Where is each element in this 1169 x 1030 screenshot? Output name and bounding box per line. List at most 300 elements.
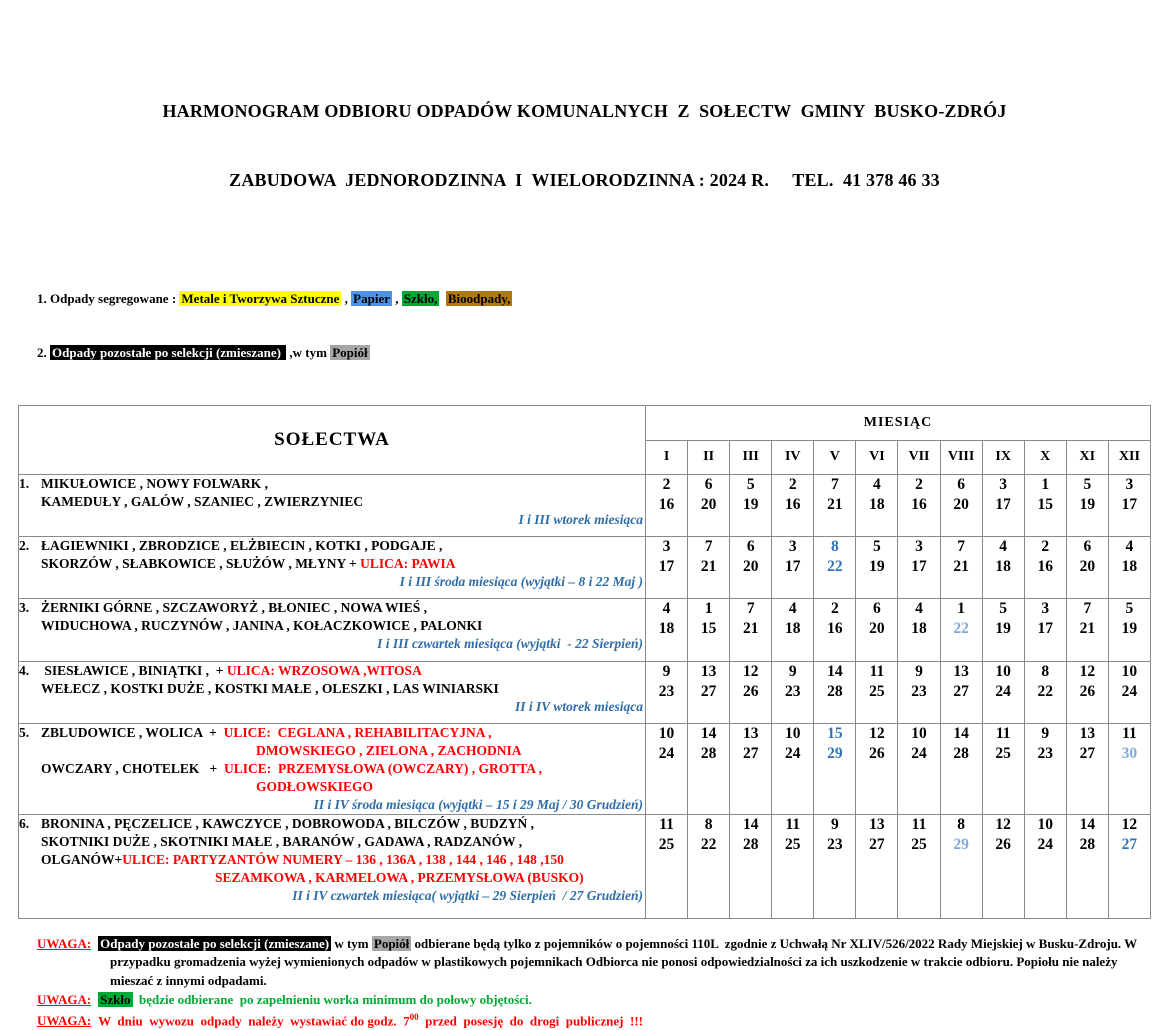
- date-cell: [730, 536, 772, 598]
- village-list: SKOTNIKI DUŻE , SKOTNIKI MAŁE , BARANÓW , GADAWA , RADZANÓW ,: [41, 833, 523, 849]
- date-cell: [814, 723, 856, 814]
- date-first: 7: [746, 599, 755, 617]
- document-title: [0, 0, 1169, 238]
- date-first: 5: [999, 599, 1008, 617]
- date-cell: [940, 474, 982, 536]
- date-first: 12: [1079, 662, 1096, 680]
- date-first: 3: [915, 537, 923, 555]
- description-line: [19, 599, 645, 617]
- date-cell: [772, 814, 814, 918]
- date-first: 7: [1083, 599, 1092, 617]
- date-second: 16: [827, 620, 843, 638]
- date-cell: [772, 661, 814, 723]
- date-second: 16: [911, 496, 927, 514]
- date-second: 25: [995, 745, 1011, 763]
- date-cell: [646, 598, 688, 661]
- date-first: 11: [785, 815, 801, 833]
- date-second: 20: [953, 496, 969, 514]
- row-number: 3.: [19, 599, 30, 615]
- date-second: 26: [1079, 683, 1096, 701]
- village-list: BRONINA , PĘCZELICE , KAWCZYCE , DOBROWODA , BILCZÓW , BUDZYŃ ,: [41, 815, 534, 831]
- month-header-IV: IV: [772, 440, 814, 474]
- date-first: 12: [869, 724, 885, 742]
- date-second: 20: [869, 620, 885, 638]
- uwaga-note-3: [37, 1011, 1145, 1030]
- date-first: 6: [1083, 537, 1092, 555]
- date-first: 8: [1041, 662, 1050, 680]
- date-first: 11: [659, 815, 674, 833]
- row-number: 1.: [19, 475, 30, 491]
- date-first: 4: [662, 599, 671, 617]
- village-list: WEŁECZ , KOSTKI DUŻE , KOSTKI MAŁE , OLESZKI , LAS WINIARSKI: [41, 680, 499, 696]
- date-first: 4: [999, 537, 1008, 555]
- footer-notes: [37, 935, 1145, 1030]
- date-first: 9: [788, 662, 797, 680]
- date-cell: [688, 598, 730, 661]
- schedule-note: I i III czwartek miesiąca (wyjątki - 22 Sierpień): [377, 635, 643, 651]
- date-second: 17: [1037, 620, 1053, 638]
- note-text: W dniu wywozu odpady należy wystawiać do godz. 7: [98, 1012, 410, 1028]
- date-cell: [1024, 661, 1066, 723]
- date-first: 13: [700, 662, 717, 680]
- legend-separator: [439, 291, 446, 306]
- village-list: ŻERNIKI GÓRNE , SZCZAWORYŻ , BŁONIEC , NOWA WIEŚ ,: [41, 599, 427, 615]
- date-second: 18: [785, 620, 801, 638]
- schedule-note: II i IV czwartek miesiąca( wyjątki – 29 Sierpień / 27 Grudzień): [292, 887, 643, 903]
- header-solectwa: SOŁECTWA: [19, 405, 646, 474]
- description-line: [19, 617, 645, 635]
- legend-item-mixed: [37, 344, 1169, 362]
- date-cell: [982, 814, 1024, 918]
- date-second: 19: [869, 558, 885, 576]
- date-first: 6: [957, 475, 965, 493]
- date-cell: [772, 474, 814, 536]
- legend-item-1-number: 1.: [37, 290, 47, 306]
- date-cell: [1024, 536, 1066, 598]
- date-cell: [1108, 598, 1150, 661]
- date-cell: [856, 598, 898, 661]
- date-first: 7: [830, 475, 839, 493]
- date-cell: [688, 474, 730, 536]
- row-number: 2.: [19, 537, 30, 553]
- date-second: 28: [827, 683, 843, 701]
- table-row: [19, 536, 1151, 598]
- description-line: [19, 815, 645, 833]
- date-second: 28: [953, 745, 969, 763]
- date-second: 23: [658, 683, 675, 701]
- date-cell: [982, 536, 1024, 598]
- date-second: 27: [700, 683, 717, 701]
- date-second: 21: [827, 496, 843, 514]
- schedule-note: I i III środa miesiąca (wyjątki – 8 i 22 Maj ): [399, 573, 643, 589]
- date-second: 20: [1079, 558, 1096, 576]
- date-first: 6: [873, 599, 881, 617]
- date-cell: [898, 661, 940, 723]
- date-cell: [940, 536, 982, 598]
- note-text: w tym: [331, 935, 372, 951]
- date-second: 17: [911, 558, 927, 576]
- legend-item-2-number: 2.: [37, 345, 47, 361]
- date-second: 16: [658, 496, 675, 514]
- date-first: 2: [1041, 537, 1050, 555]
- date-second: 15: [1037, 496, 1053, 514]
- date-first: 5: [1125, 599, 1134, 617]
- village-list: SKORZÓW , SŁABKOWICE , SŁUŻÓW , MŁYNY +: [41, 555, 361, 571]
- date-second: 19: [995, 620, 1011, 638]
- title-line-1: HARMONOGRAM ODBIORU ODPADÓW KOMUNALNYCH Z SOŁECTW GMINY BUSKO-ZDRÓJ: [162, 101, 1007, 122]
- date-cell: [940, 814, 982, 918]
- date-cell: [730, 598, 772, 661]
- date-first: 3: [662, 537, 671, 555]
- date-second: 29: [827, 745, 843, 763]
- date-first: 10: [1037, 815, 1053, 833]
- date-first: 11: [1122, 724, 1137, 742]
- date-second: 23: [827, 836, 843, 854]
- date-second: 21: [953, 558, 969, 576]
- uwaga-note-2: [37, 991, 1145, 1009]
- header-row-top: [19, 405, 1151, 440]
- date-second: 24: [911, 745, 927, 763]
- date-cell: [1108, 474, 1150, 536]
- date-second: 28: [742, 836, 759, 854]
- date-second: 18: [658, 620, 675, 638]
- tag-metale-tworzywa: Metale i Tworzywa Sztuczne: [181, 290, 340, 306]
- village-list: OWCZARY , CHOTELEK +: [41, 760, 224, 776]
- date-cell: [646, 474, 688, 536]
- date-second: 23: [785, 683, 801, 701]
- tag-szklo: Szkło,: [403, 290, 438, 306]
- date-second: 24: [1121, 683, 1138, 701]
- table-row: [19, 474, 1151, 536]
- uwaga-note-1: [37, 935, 1145, 990]
- date-cell: [646, 814, 688, 918]
- date-second: 17: [785, 558, 801, 576]
- date-second: 23: [911, 683, 927, 701]
- month-header-XI: XI: [1066, 440, 1108, 474]
- date-cell: [1066, 723, 1108, 814]
- date-cell: [688, 536, 730, 598]
- date-first: 13: [1079, 724, 1096, 742]
- date-cell: [814, 814, 856, 918]
- date-second: 26: [869, 745, 885, 763]
- date-first: 7: [957, 537, 965, 555]
- date-second: 27: [1079, 745, 1096, 763]
- date-first: 8: [704, 815, 713, 833]
- description-line: [19, 662, 645, 680]
- date-first: 12: [995, 815, 1011, 833]
- date-cell: [856, 661, 898, 723]
- month-header-V: V: [814, 440, 856, 474]
- date-first: 9: [1041, 724, 1050, 742]
- date-cell: [898, 723, 940, 814]
- date-cell: [898, 814, 940, 918]
- date-cell: [1108, 814, 1150, 918]
- uwaga-label: UWAGA:: [37, 1012, 92, 1028]
- date-first: 7: [704, 537, 713, 555]
- row-number: 4.: [19, 662, 30, 678]
- description-line: [19, 760, 645, 778]
- table-row: [19, 661, 1151, 723]
- date-cell: [814, 661, 856, 723]
- date-cell: [772, 723, 814, 814]
- tag-popiol: Popiół: [373, 935, 410, 951]
- date-second: 18: [911, 620, 927, 638]
- month-header-I: I: [646, 440, 688, 474]
- date-first: 5: [1083, 475, 1092, 493]
- tag-bioodpady: Bioodpady,: [447, 290, 511, 306]
- date-cell: [1024, 474, 1066, 536]
- description-line: [19, 680, 645, 698]
- date-cell: [1024, 814, 1066, 918]
- date-second: 20: [742, 558, 759, 576]
- date-cell: [940, 598, 982, 661]
- date-first: 14: [827, 662, 843, 680]
- superscript-hour: 00: [409, 1011, 419, 1022]
- date-cell: [814, 474, 856, 536]
- month-header-XII: XII: [1108, 440, 1150, 474]
- date-first: 3: [788, 537, 797, 555]
- street-list: ULICA: WRZOSOWA ,WITOSA: [226, 662, 422, 678]
- date-second: 26: [995, 836, 1011, 854]
- date-second: 18: [869, 496, 885, 514]
- legend-separator: ,: [391, 290, 402, 306]
- date-second: 16: [1037, 558, 1053, 576]
- row-description: [19, 723, 646, 814]
- note-text: będzie odbierane po zapełnieniu worka minimum do połowy objętości.: [132, 992, 532, 1008]
- date-second: 24: [785, 745, 801, 763]
- date-cell: [646, 723, 688, 814]
- date-cell: [1108, 536, 1150, 598]
- tag-szklo: Szkło: [100, 992, 131, 1008]
- date-second: 18: [995, 558, 1011, 576]
- date-cell: [730, 474, 772, 536]
- date-cell: [940, 723, 982, 814]
- date-cell: [1066, 661, 1108, 723]
- month-header-VIII: VIII: [940, 440, 982, 474]
- date-second: 16: [785, 496, 801, 514]
- date-first: 12: [742, 662, 759, 680]
- date-first: 4: [1125, 537, 1134, 555]
- row-number: 6.: [19, 815, 30, 831]
- schedule-note: II i IV środa miesiąca (wyjątki – 15 i 29 Maj / 30 Grudzień): [313, 796, 643, 812]
- village-list: OLGANÓW+: [41, 851, 123, 867]
- month-header-III: III: [730, 440, 772, 474]
- date-cell: [688, 723, 730, 814]
- table-row: [19, 814, 1151, 918]
- date-second: 22: [1037, 683, 1053, 701]
- month-header-X: X: [1024, 440, 1066, 474]
- row-description: [19, 536, 646, 598]
- date-second: 19: [1079, 496, 1096, 514]
- description-line: [19, 537, 645, 555]
- uwaga-label: UWAGA:: [37, 992, 92, 1008]
- date-first: 9: [830, 815, 839, 833]
- date-second: 19: [742, 496, 759, 514]
- description-line: [19, 724, 645, 742]
- date-second: 27: [1121, 836, 1138, 854]
- date-first: 2: [662, 475, 671, 493]
- date-first: 6: [746, 537, 755, 555]
- street-list: GODŁOWSKIEGO: [256, 778, 374, 794]
- schedule-note: I i III wtorek miesiąca: [518, 511, 643, 527]
- note-text: przed posesję do drogi publicznej !!!: [418, 1012, 643, 1028]
- street-list: ULICA: PAWIA: [360, 555, 456, 571]
- date-first: 1: [1041, 475, 1050, 493]
- date-cell: [898, 598, 940, 661]
- row-description: [19, 474, 646, 536]
- legend-item-segregated: [37, 290, 1169, 308]
- date-second: 20: [700, 496, 717, 514]
- date-first: 5: [746, 475, 755, 493]
- street-list: ULICE: PRZEMYSŁOWA (OWCZARY) , GROTTA ,: [224, 760, 543, 776]
- date-second: 28: [1079, 836, 1096, 854]
- date-second: 21: [742, 620, 759, 638]
- description-line: [19, 833, 645, 851]
- village-list: MIKUŁOWICE , NOWY FOLWARK ,: [41, 475, 269, 491]
- table-row: [19, 723, 1151, 814]
- date-first: 6: [704, 475, 713, 493]
- date-first: 4: [873, 475, 881, 493]
- date-cell: [646, 661, 688, 723]
- row-description: [19, 814, 646, 918]
- legend-separator: ,w tym: [286, 345, 331, 361]
- date-first: 10: [658, 724, 675, 742]
- title-line-2: ZABUDOWA JEDNORODZINNA I WIELORODZINNA : 2024 R. TEL. 41 378 46 33: [229, 170, 940, 191]
- date-cell: [898, 536, 940, 598]
- date-first: 4: [915, 599, 923, 617]
- date-cell: [1066, 474, 1108, 536]
- month-header-VII: VII: [898, 440, 940, 474]
- date-second: 15: [700, 620, 717, 638]
- date-second: 22: [953, 620, 969, 638]
- date-first: 12: [1121, 815, 1138, 833]
- date-second: 29: [953, 836, 969, 854]
- date-cell: [898, 474, 940, 536]
- date-cell: [982, 474, 1024, 536]
- date-first: 1: [704, 599, 713, 617]
- date-second: 25: [869, 683, 885, 701]
- date-cell: [772, 536, 814, 598]
- street-list: ULICE: PARTYZANTÓW NUMERY – 136 , 136A , 138 , 144 , 146 , 148 ,150: [122, 851, 564, 867]
- date-cell: [1066, 598, 1108, 661]
- date-cell: [1108, 723, 1150, 814]
- date-cell: [730, 661, 772, 723]
- description-line: [19, 555, 645, 573]
- date-second: 19: [1121, 620, 1138, 638]
- date-first: 11: [995, 724, 1011, 742]
- date-cell: [940, 661, 982, 723]
- date-first: 3: [1041, 599, 1050, 617]
- tag-popiol: Popiół: [332, 345, 368, 361]
- date-cell: [730, 723, 772, 814]
- header-miesiac: MIESIĄC: [646, 405, 1151, 440]
- date-first: 9: [662, 662, 671, 680]
- date-cell: [1108, 661, 1150, 723]
- date-first: 10: [1121, 662, 1138, 680]
- note-text: odbierane będą tylko z pojemników o pojemności 110L zgodnie z Uchwałą Nr XLIV/526/2022 Rady Miejskiej w Busku-Zdroju. W przypadku gromadzenia wyżej wymienionych odpadów w plastikowych pojemnikach Odbiorca nie ponosi odpowiedzialności za ich uszkodzenie w trakcie odbioru. Popiołu nie należy mieszać z innymi odpadami.: [110, 935, 1141, 988]
- date-cell: [814, 598, 856, 661]
- date-cell: [856, 536, 898, 598]
- tag-zmieszane: Odpady pozostałe po selekcji (zmieszane): [100, 935, 330, 951]
- uwaga-label: UWAGA:: [37, 935, 92, 951]
- date-second: 24: [1037, 836, 1053, 854]
- date-second: 26: [742, 683, 759, 701]
- date-first: 13: [953, 662, 969, 680]
- description-line: [19, 475, 645, 493]
- date-second: 27: [742, 745, 759, 763]
- date-second: 17: [658, 558, 675, 576]
- date-second: 25: [658, 836, 675, 854]
- date-first: 13: [742, 724, 759, 742]
- village-list: KAMEDUŁY , GALÓW , SZANIEC , ZWIERZYNIEC: [41, 493, 364, 509]
- date-first: 8: [957, 815, 965, 833]
- date-second: 27: [953, 683, 969, 701]
- date-cell: [856, 474, 898, 536]
- village-list: ŁAGIEWNIKI , ZBRODZICE , ELŻBIECIN , KOTKI , PODGAJE ,: [41, 537, 443, 553]
- month-header-IX: IX: [982, 440, 1024, 474]
- date-first: 14: [953, 724, 969, 742]
- village-list: ZBLUDOWICE , WOLICA +: [41, 724, 224, 740]
- tag-papier: Papier: [353, 290, 390, 306]
- date-second: 17: [995, 496, 1011, 514]
- date-first: 10: [995, 662, 1011, 680]
- street-list: DMOWSKIEGO , ZIELONA , ZACHODNIA: [256, 742, 522, 758]
- date-first: 11: [869, 662, 885, 680]
- date-second: 22: [700, 836, 717, 854]
- date-first: 3: [999, 475, 1008, 493]
- date-second: 17: [1121, 496, 1138, 514]
- village-list: WIDUCHOWA , RUCZYNÓW , JANINA , KOŁACZKOWICE , PALONKI: [41, 617, 483, 633]
- month-header-II: II: [688, 440, 730, 474]
- row-description: [19, 598, 646, 661]
- date-first: 2: [915, 475, 923, 493]
- date-first: 2: [830, 599, 839, 617]
- date-second: 22: [827, 558, 843, 576]
- description-line: [19, 851, 645, 869]
- date-cell: [856, 814, 898, 918]
- date-first: 14: [742, 815, 759, 833]
- date-cell: [982, 598, 1024, 661]
- date-second: 18: [1121, 558, 1138, 576]
- date-second: 23: [1037, 745, 1053, 763]
- date-cell: [1024, 598, 1066, 661]
- date-cell: [772, 598, 814, 661]
- date-first: 13: [869, 815, 885, 833]
- schedule-note: II i IV wtorek miesiąca: [514, 698, 643, 714]
- date-cell: [856, 723, 898, 814]
- date-first: 10: [911, 724, 927, 742]
- date-cell: [688, 661, 730, 723]
- date-cell: [688, 814, 730, 918]
- village-list: SIESŁAWICE , BINIĄTKI , +: [41, 662, 227, 678]
- date-first: 1: [957, 599, 965, 617]
- tag-zmieszane: Odpady pozostałe po selekcji (zmieszane): [52, 345, 285, 361]
- date-cell: [1024, 723, 1066, 814]
- date-second: 27: [869, 836, 885, 854]
- date-second: 28: [700, 745, 717, 763]
- legend-item-1-label: Odpady segregowane :: [46, 290, 180, 306]
- date-cell: [1066, 536, 1108, 598]
- date-first: 9: [915, 662, 923, 680]
- date-second: 30: [1121, 745, 1138, 763]
- street-list: ULICE: CEGLANA , REHABILITACYJNA ,: [223, 724, 492, 740]
- date-first: 3: [1125, 475, 1134, 493]
- date-cell: [730, 814, 772, 918]
- date-first: 4: [788, 599, 797, 617]
- legend: [37, 253, 1169, 399]
- table-row: [19, 598, 1151, 661]
- date-cell: [646, 536, 688, 598]
